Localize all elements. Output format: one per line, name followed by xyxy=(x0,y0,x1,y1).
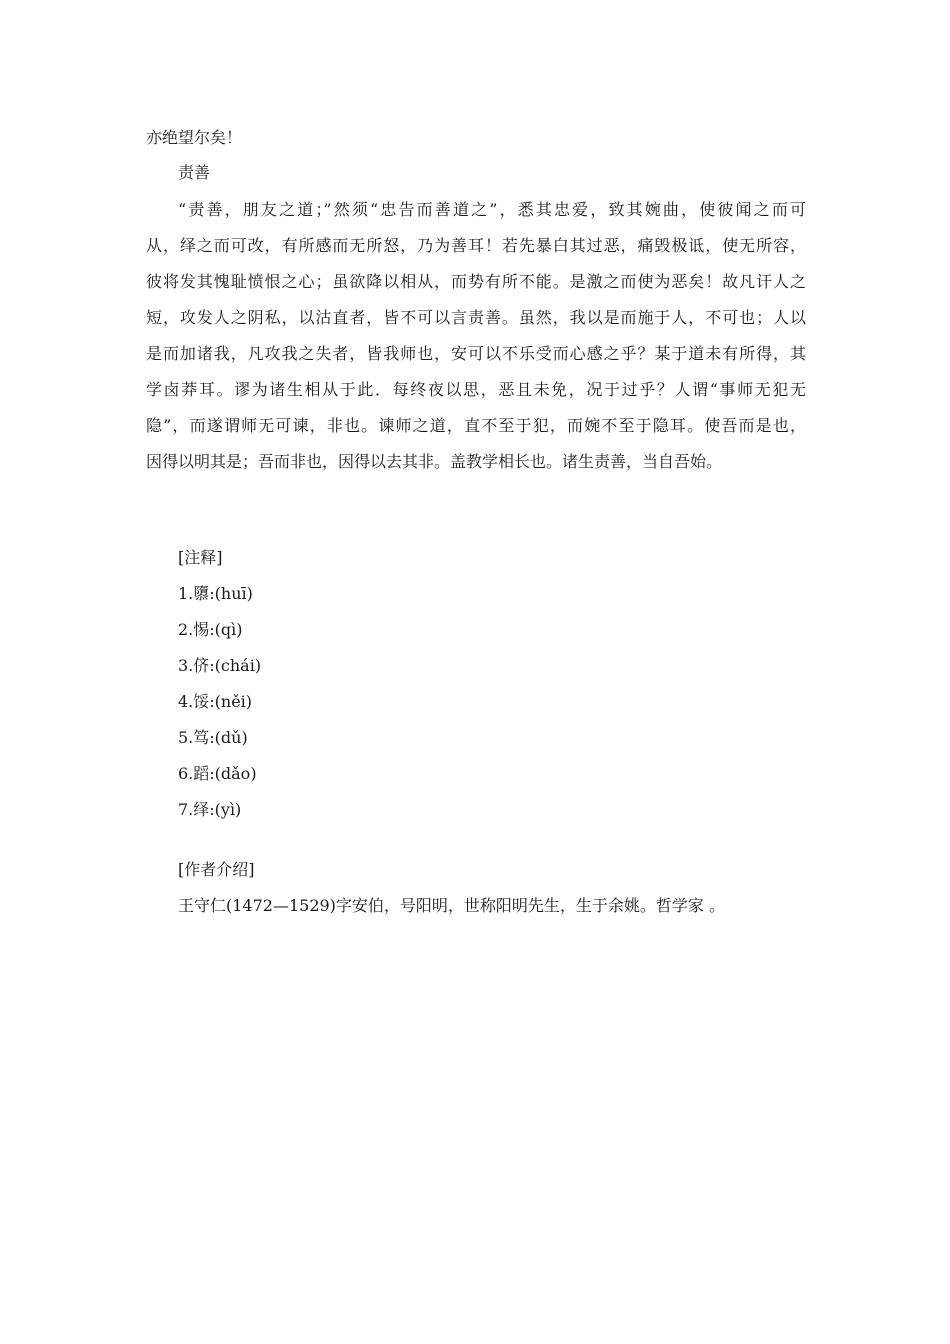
note-item: 4.馁:(něi) xyxy=(178,692,253,711)
paragraph-line: 是而加诸我，凡攻我之失者，皆我师也，安可以不乐受而心感之乎？某于道未有所得，其 xyxy=(146,344,806,363)
note-item: 3.侪:(chái) xyxy=(178,656,262,675)
author-heading: [作者介绍] xyxy=(178,860,255,879)
paragraph-line: “责善，朋友之道；”然须“忠告而善道之”，悉其忠爱，致其婉曲，使彼闻之而可 xyxy=(178,200,806,219)
notes-heading: [注释] xyxy=(178,548,223,567)
note-item: 1.隳:(huī) xyxy=(178,584,253,603)
paragraph-line: 彼将发其愧耻愤恨之心；虽欲降以相从，而势有所不能。是激之而使为恶矣！故凡讦人之 xyxy=(146,272,806,291)
paragraph-line: 隐”，而遂谓师无可谏，非也。谏师之道，直不至于犯，而婉不至于隐耳。使吾而是也， xyxy=(146,416,806,435)
author-text: 王守仁(1472—1529)字安伯，号阳明，世称阳明先生，生于余姚。哲学家 。 xyxy=(178,896,726,915)
note-item: 2.惕:(qì) xyxy=(178,620,243,639)
note-item: 7.绎:(yì) xyxy=(178,800,242,819)
opening-line: 亦绝望尔矣！ xyxy=(146,128,243,147)
paragraph-line: 学卤莽耳。谬为诸生相从于此．每终夜以思，恶且未免，况于过乎？人谓“事师无犯无 xyxy=(146,380,806,399)
paragraph-line: 因得以明其是；吾而非也，因得以去其非。盖教学相长也。诸生责善，当自吾始。 xyxy=(146,452,723,471)
note-item: 6.蹈:(dǎo) xyxy=(178,764,257,783)
paragraph-line: 从，绎之而可改，有所感而无所怒，乃为善耳！若先暴白其过恶，痛毁极诋，使无所容， xyxy=(146,236,806,255)
note-item: 5.笃:(dǔ) xyxy=(178,728,248,747)
section-title: 责善 xyxy=(178,163,211,182)
paragraph-line: 短，攻发人之阴私，以沽直者，皆不可以言责善。虽然，我以是而施于人，不可也；人以 xyxy=(146,308,806,327)
